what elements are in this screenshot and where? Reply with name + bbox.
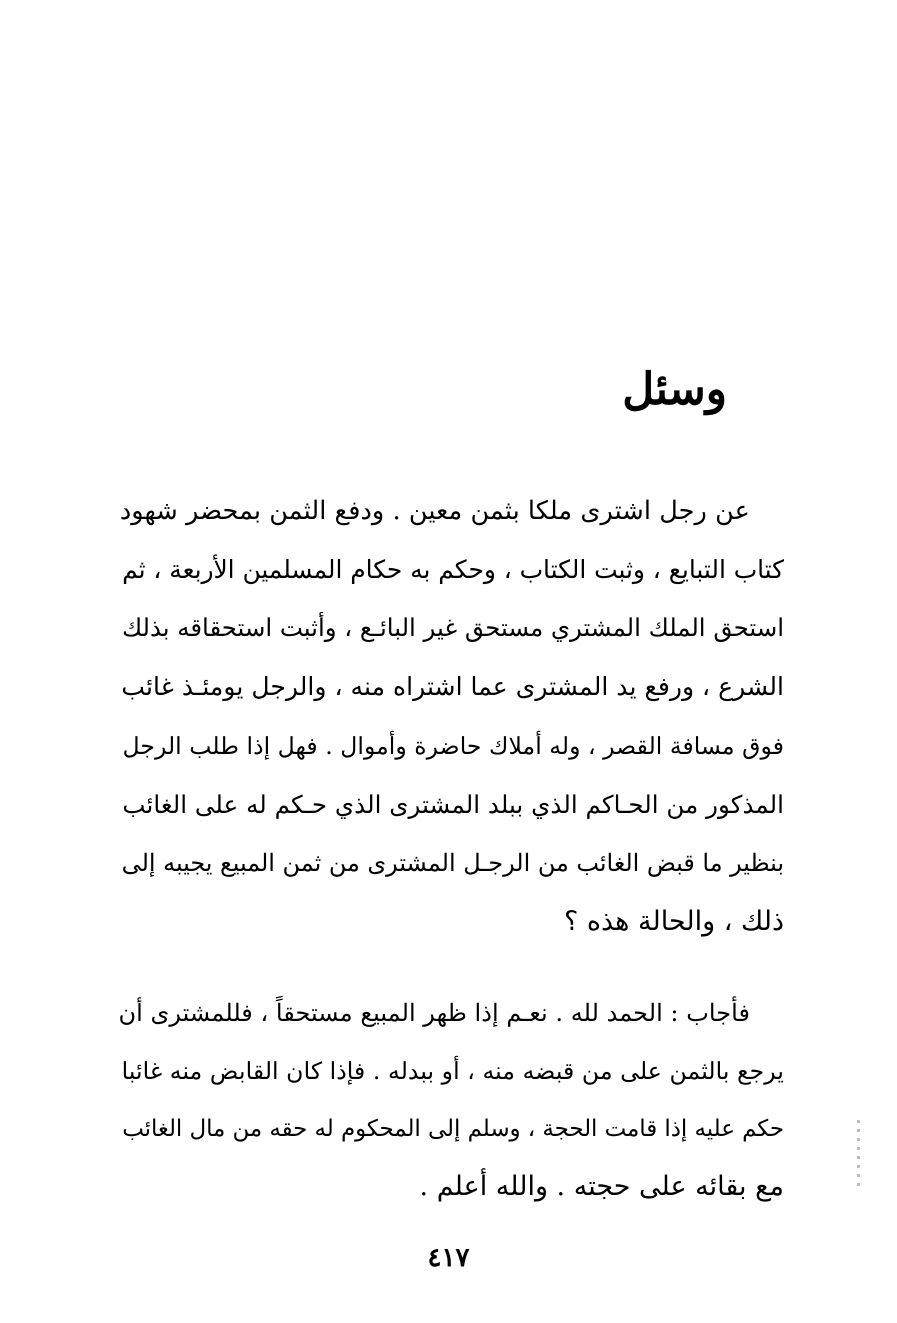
answer-line: حكم عليه إذا قامت الحجة ، وسلم إلى المحكوم له حقه من مال الغائب xyxy=(122,1116,784,1142)
page-number: ٤١٧ xyxy=(427,1243,470,1273)
answer-line: مع بقائه على حجته . والله أعلم . xyxy=(419,1171,784,1202)
question-line: المذكور من الحـاكم الذي ببلد المشترى الذي حـكم له على الغائب xyxy=(122,789,784,819)
answer-line: يرجع بالثمن على من قبضه منه ، أو ببدله . فإذا كان القابض منه غائبا xyxy=(121,1057,784,1085)
answer-line: فأجاب : الحمد لله . نعـم إذا ظهر المبيع مستحقاً ، فللمشترى أن xyxy=(118,999,750,1027)
question-paragraph xyxy=(108,482,784,952)
question-line: ذلك ، والحالة هذه ؟ xyxy=(563,905,784,937)
question-line: فوق مسافة القصر ، وله أملاك حاضرة وأموال . فهل إذا طلب الرجل xyxy=(122,731,784,760)
question-line: بنظير ما قبض الغائب من الرجـل المشترى من ثمن المبيع يجيبه إلى xyxy=(121,849,784,878)
question-line: استحق الملك المشتري مستحق غير البائـع ، وأثبت استحقاقه بذلك xyxy=(121,613,784,643)
question-line: الشرع ، ورفع يد المشترى عما اشتراه منه ، والرجل يومئـذ غائب xyxy=(121,672,784,702)
section-heading: وسئل xyxy=(622,364,727,415)
answer-paragraph xyxy=(108,984,784,1216)
question-line: عن رجل اشترى ملكا بثمن معين . ودفع الثمن بمحضر شهود xyxy=(119,496,750,526)
margin-scan-mark xyxy=(857,1120,860,1188)
question-line: كتاب التبايع ، وثبت الكتاب ، وحكم به حكام المسلمين الأربعة ، ثم xyxy=(122,554,784,584)
